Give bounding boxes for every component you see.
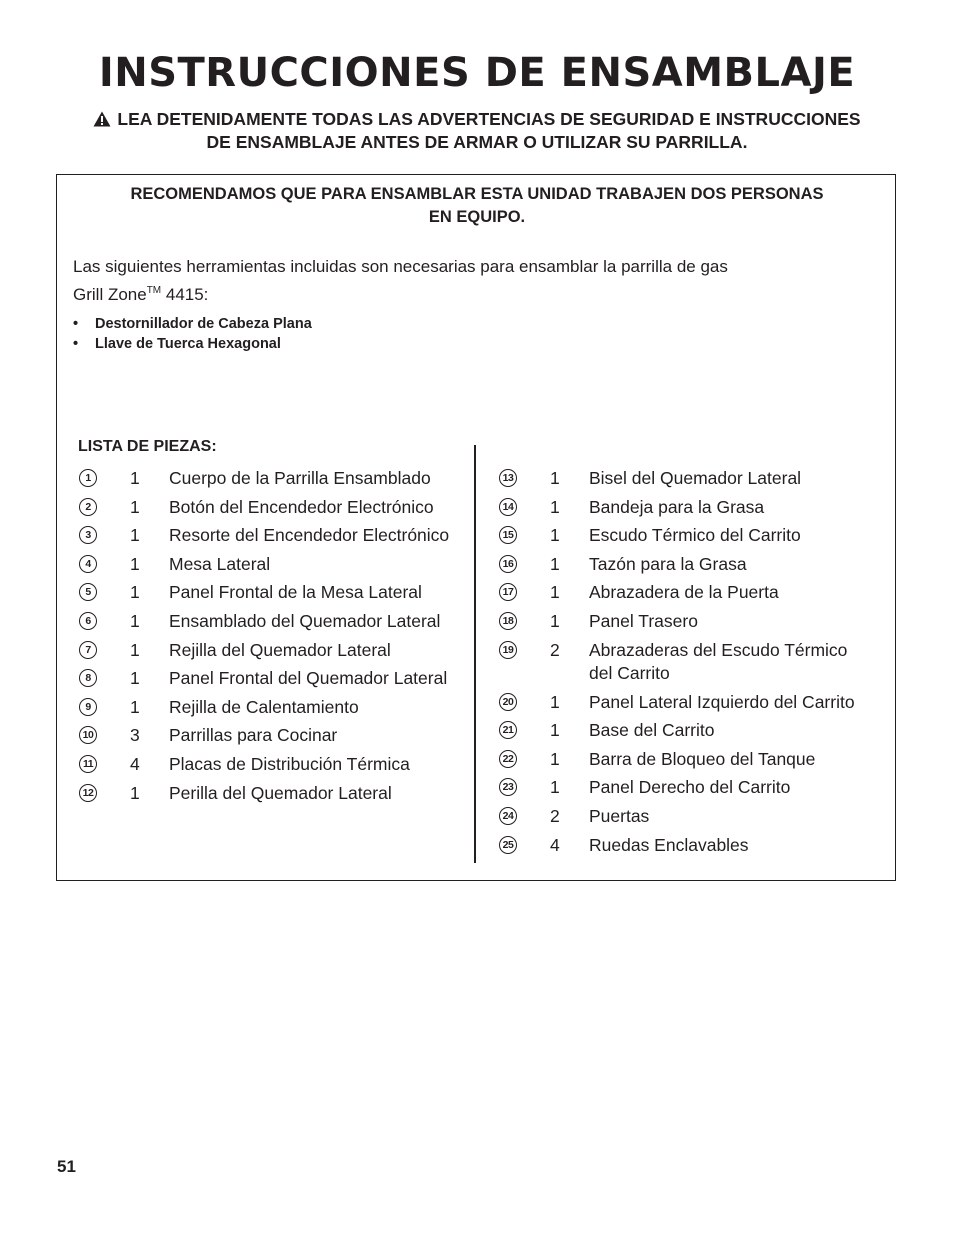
safety-warning <box>40 108 914 154</box>
brand-name: Grill Zone <box>73 285 147 304</box>
part-name: Resorte del Encendedor Electrónico <box>169 525 450 546</box>
part-row <box>79 610 469 633</box>
part-name: Puertas <box>589 805 650 826</box>
part-row <box>499 748 889 771</box>
tools-list <box>73 314 312 354</box>
part-row <box>499 610 889 633</box>
part-number-badge: 22 <box>499 750 517 768</box>
part-row <box>499 496 889 519</box>
part-number-badge: 25 <box>499 836 517 854</box>
part-name: Botón del Encendedor Electrónico <box>169 496 434 517</box>
trademark: TM <box>146 285 162 296</box>
recommend-line-2: EN EQUIPO. <box>428 208 526 226</box>
part-number-badge: 18 <box>499 612 517 630</box>
part-number-badge: 19 <box>499 641 517 659</box>
part-quantity: 1 <box>550 468 560 488</box>
part-quantity: 1 <box>130 668 140 689</box>
part-quantity: 1 <box>130 468 140 488</box>
part-quantity: 1 <box>130 525 140 546</box>
part-name: Rejilla del Quemador Lateral <box>169 639 391 660</box>
part-quantity: 1 <box>130 639 140 660</box>
part-number-badge: 16 <box>499 555 517 573</box>
part-name: Placas de Distribución Térmica <box>169 753 410 774</box>
part-quantity: 1 <box>130 496 140 517</box>
part-row <box>79 524 469 547</box>
part-row <box>499 691 889 714</box>
part-quantity: 1 <box>130 553 140 574</box>
part-row <box>499 776 889 799</box>
part-number-badge: 10 <box>79 726 97 744</box>
part-name: Abrazaderas del Escudo Térmico del Carrito <box>589 639 848 683</box>
part-row <box>79 667 469 690</box>
part-name: Ensamblado del Quemador Lateral <box>169 610 441 631</box>
parts-list-heading: LISTA DE PIEZAS: <box>78 438 217 455</box>
part-number-badge: 12 <box>79 784 97 802</box>
part-name: Tazón para la Grasa <box>589 553 747 574</box>
part-quantity: 1 <box>550 691 560 712</box>
part-quantity: 1 <box>550 720 560 741</box>
part-number-badge: 21 <box>499 721 517 739</box>
part-name: Panel Lateral Izquierdo del Carrito <box>589 691 855 712</box>
part-row <box>79 496 469 519</box>
parts-column-right <box>499 467 889 862</box>
part-quantity: 2 <box>550 805 560 826</box>
part-number-badge: 5 <box>79 583 97 601</box>
part-name: Panel Derecho del Carrito <box>589 777 791 798</box>
part-quantity: 4 <box>130 753 140 774</box>
part-row <box>79 696 469 719</box>
part-number-badge: 3 <box>79 526 97 544</box>
part-number-badge: 23 <box>499 778 517 796</box>
part-row <box>499 524 889 547</box>
part-number-badge: 24 <box>499 807 517 825</box>
recommend-line-1: RECOMENDAMOS QUE PARA ENSAMBLAR ESTA UNIDAD TRABAJEN DOS PERSONAS <box>130 185 824 203</box>
part-number-badge: 8 <box>79 669 97 687</box>
part-name: Abrazadera de la Puerta <box>589 582 779 603</box>
part-quantity: 1 <box>550 525 560 546</box>
page-title: INSTRUCCIONES DE ENSAMBLAJE <box>98 50 856 96</box>
part-row <box>79 724 469 747</box>
part-quantity: 1 <box>550 610 560 631</box>
part-row <box>499 834 889 857</box>
part-name: Bandeja para la Grasa <box>589 496 765 517</box>
part-quantity: 1 <box>130 610 140 631</box>
part-row <box>499 467 889 490</box>
part-name: Ruedas Enclavables <box>589 834 749 855</box>
part-number-badge: 13 <box>499 469 517 487</box>
part-quantity: 4 <box>550 834 560 855</box>
part-number-badge: 11 <box>79 755 97 773</box>
part-quantity: 1 <box>550 748 560 769</box>
part-row <box>499 581 889 604</box>
warning-triangle-icon <box>93 111 111 127</box>
recommendation-note <box>77 183 877 229</box>
model-number: 4415: <box>161 285 209 304</box>
part-row <box>79 581 469 604</box>
part-quantity: 1 <box>550 777 560 798</box>
part-number-badge: 7 <box>79 641 97 659</box>
part-number-badge: 1 <box>79 469 97 487</box>
part-number-badge: 6 <box>79 612 97 630</box>
part-number-badge: 14 <box>499 498 517 516</box>
part-name: Cuerpo de la Parrilla Ensamblado <box>169 468 431 488</box>
part-name: Barra de Bloqueo del Tanque <box>589 748 816 769</box>
part-quantity: 1 <box>550 496 560 517</box>
tool-item: • Destornillador de Cabeza Plana <box>73 314 312 334</box>
intro-line-2 <box>73 279 853 307</box>
part-name: Mesa Lateral <box>169 553 271 574</box>
part-quantity: 1 <box>550 582 560 603</box>
part-quantity: 2 <box>550 639 560 660</box>
part-row <box>499 553 889 576</box>
part-number-badge: 4 <box>79 555 97 573</box>
part-name: Panel Trasero <box>589 610 698 631</box>
part-number-badge: 17 <box>499 583 517 601</box>
part-row <box>499 805 889 828</box>
warning-line-1 <box>40 108 914 131</box>
part-number-badge: 15 <box>499 526 517 544</box>
part-row <box>79 639 469 662</box>
tools-intro <box>73 255 853 307</box>
part-number-badge: 9 <box>79 698 97 716</box>
part-name: Rejilla de Calentamiento <box>169 696 359 717</box>
part-quantity: 1 <box>130 696 140 717</box>
page-number: 51 <box>57 1157 76 1176</box>
part-name: Escudo Térmico del Carrito <box>589 525 801 546</box>
part-name: Parrillas para Cocinar <box>169 725 338 746</box>
part-quantity: 3 <box>130 725 140 746</box>
warning-text-2: DE ENSAMBLAJE ANTES DE ARMAR O UTILIZAR SU PARRILLA. <box>206 132 748 152</box>
part-row <box>79 553 469 576</box>
part-name: Bisel del Quemador Lateral <box>589 468 802 488</box>
part-quantity: 1 <box>130 782 140 803</box>
part-name: Base del Carrito <box>589 720 715 741</box>
parts-column-left <box>79 467 469 810</box>
part-name: Perilla del Quemador Lateral <box>169 782 392 803</box>
part-row <box>499 639 889 685</box>
part-row <box>79 467 469 490</box>
part-row <box>499 719 889 742</box>
intro-line-1: Las siguientes herramientas incluidas son necesarias para ensamblar la parrilla de gas <box>73 257 728 276</box>
warning-text-1: LEA DETENIDAMENTE TODAS LAS ADVERTENCIAS DE SEGURIDAD E INSTRUCCIONES <box>117 109 861 129</box>
part-number-badge: 20 <box>499 693 517 711</box>
part-row <box>79 782 469 805</box>
part-quantity: 1 <box>550 553 560 574</box>
assembly-info-box <box>56 174 896 881</box>
tool-item: • Llave de Tuerca Hexagonal <box>73 334 312 354</box>
part-row <box>79 753 469 776</box>
part-number-badge: 2 <box>79 498 97 516</box>
part-quantity: 1 <box>130 582 140 603</box>
part-name: Panel Frontal de la Mesa Lateral <box>169 582 422 603</box>
part-name: Panel Frontal del Quemador Lateral <box>169 668 448 689</box>
column-divider <box>474 445 476 863</box>
